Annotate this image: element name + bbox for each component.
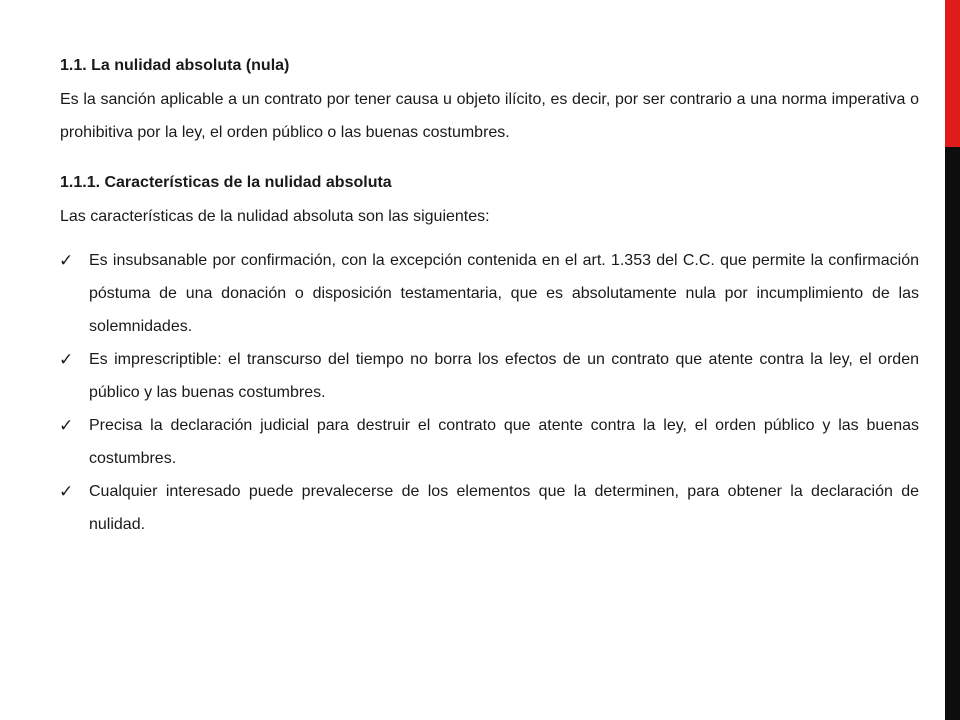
checkmark-icon: ✓ [59, 350, 74, 369]
subsection-heading: 1.1.1. Características de la nulidad absoluta [60, 174, 392, 191]
list-item [60, 409, 919, 475]
list-item-text: Precisa la declaración judicial para destruir el contrato que atente contra la ley, el orden público y las buenas costumbres. [89, 417, 919, 467]
list-item [60, 244, 919, 343]
side-accent-bar [945, 0, 960, 720]
checkmark-icon: ✓ [59, 251, 74, 270]
side-accent-bar-red [945, 0, 960, 147]
list-item-text: Es imprescriptible: el transcurso del tiempo no borra los efectos de un contrato que atente contra la ley, el orden público y las buenas costumbres. [89, 351, 919, 401]
side-accent-bar-black [945, 147, 960, 720]
checkmark-icon: ✓ [59, 482, 74, 501]
subsection-intro: Las características de la nulidad absoluta son las siguientes: [60, 208, 490, 225]
section-paragraph: Es la sanción aplicable a un contrato por tener causa u objeto ilícito, es decir, por ser contrario a una norma imperativa o prohibitiva por la ley, el orden público o las buenas costumbres. [60, 91, 919, 141]
list-item [60, 343, 919, 409]
characteristics-list [60, 244, 919, 541]
list-item-text: Cualquier interesado puede prevalecerse de los elementos que la determinen, para obtener la declaración de nulidad. [89, 483, 919, 533]
checkmark-icon: ✓ [59, 416, 74, 435]
slide-content [60, 55, 919, 541]
section-heading: 1.1. La nulidad absoluta (nula) [60, 57, 290, 74]
list-item [60, 475, 919, 541]
list-item-text: Es insubsanable por confirmación, con la excepción contenida en el art. 1.353 del C.C. que permite la confirmación póstuma de una donación o disposición testamentaria, que es absolutamente nula por incumplimiento de las solemnidades. [89, 252, 919, 335]
